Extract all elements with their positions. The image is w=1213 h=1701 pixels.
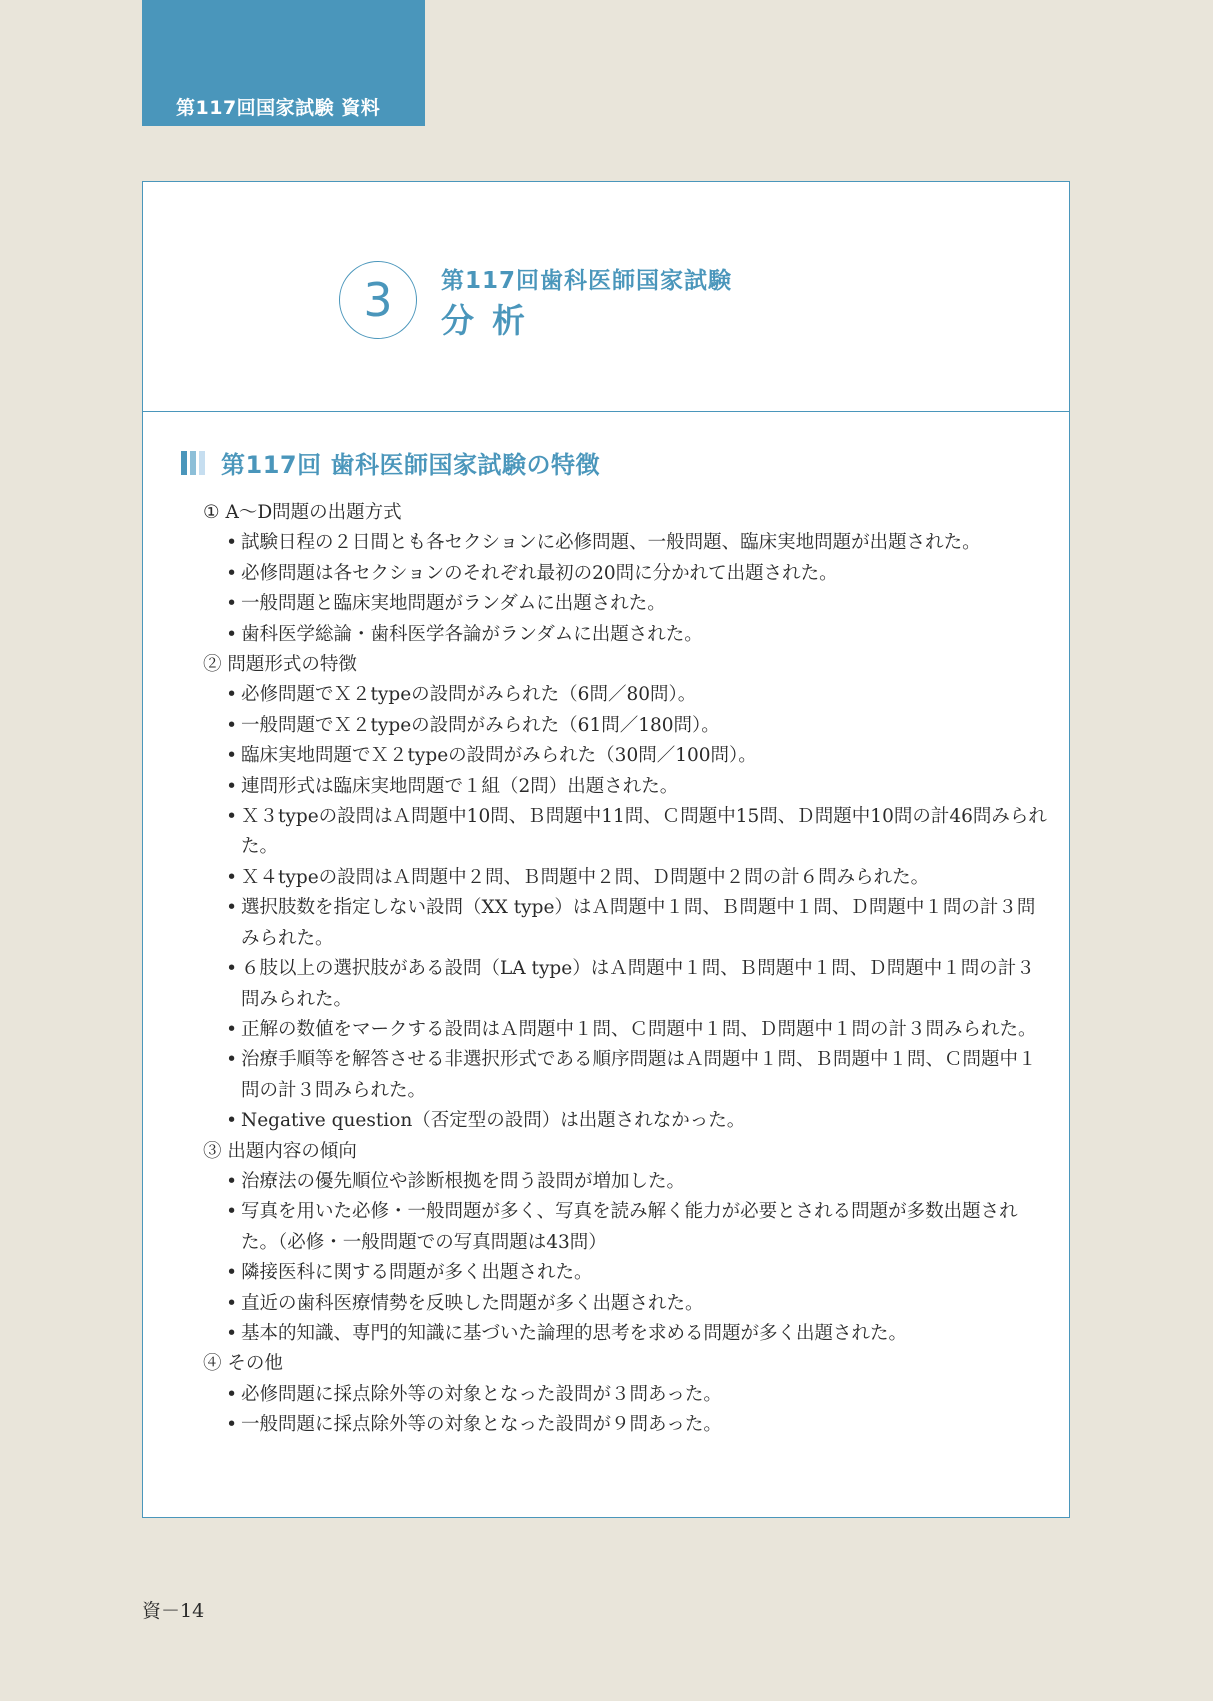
feature-list: [203, 498, 1053, 1441]
list-item: • 必修問題は各セクションのそれぞれ最初の20問に分かれて出題された。: [203, 559, 1053, 589]
list-item: • 正解の数値をマークする設問はＡ問題中１問、Ｃ問題中１問、Ｄ問題中１問の計３問みられた。: [203, 1015, 1053, 1045]
list-item: • 治療手順等を解答させる非選択形式である順序問題はＡ問題中１問、Ｂ問題中１問、Ｃ問題中１問の計３問みられた。: [203, 1045, 1053, 1106]
header-label: 第117回国家試験 資料: [176, 97, 381, 119]
group-title: ③ 出題内容の傾向: [203, 1140, 357, 1162]
section-number-badge: 3: [339, 261, 417, 339]
page-number: 資－14: [142, 1600, 205, 1622]
list-item: • 一般問題に採点除外等の対象となった設問が９問あった。: [203, 1410, 1053, 1440]
heading-bars-icon: [181, 451, 205, 475]
title-area: [143, 182, 1069, 412]
list-item: • ６肢以上の選択肢がある設問（LA type）はＡ問題中１問、Ｂ問題中１問、Ｄ問題中１問の計３問みられた。: [203, 954, 1053, 1015]
list-item: • 治療法の優先順位や診断根拠を問う設問が増加した。: [203, 1167, 1053, 1197]
section-heading-text: 第117回 歯科医師国家試験の特徴: [221, 451, 600, 479]
list-item: • 一般問題でＸ２typeの設問がみられた（61問／180問）。: [203, 711, 1053, 741]
group-title: ① A～D問題の出題方式: [203, 502, 402, 523]
list-item: • 歯科医学総論・歯科医学各論がランダムに出題された。: [203, 620, 1053, 650]
list-item: • 連問形式は臨床実地問題で１組（2問）出題された。: [203, 772, 1053, 802]
list-item: • Ｘ３typeの設問はＡ問題中10問、Ｂ問題中11問、Ｃ問題中15問、Ｄ問題中10問の計46問みられた。: [203, 802, 1053, 863]
list-item: • 基本的知識、専門的知識に基づいた論理的思考を求める問題が多く出題された。: [203, 1319, 1053, 1349]
page-title: 第117回歯科医師国家試験: [441, 268, 733, 294]
list-item: • 臨床実地問題でＸ２typeの設問がみられた（30問／100問）。: [203, 741, 1053, 771]
list-item: • 試験日程の２日間とも各セクションに必修問題、一般問題、臨床実地問題が出題された。: [203, 528, 1053, 558]
list-item: • 写真を用いた必修・一般問題が多く、写真を読み解く能力が必要とされる問題が多数出題された。（必修・一般問題での写真問題は43問）: [203, 1197, 1053, 1258]
content-panel: [142, 181, 1070, 1518]
list-item: • 一般問題と臨床実地問題がランダムに出題された。: [203, 589, 1053, 619]
header-tab: [142, 0, 425, 126]
list-item: • 必修問題に採点除外等の対象となった設問が３問あった。: [203, 1380, 1053, 1410]
list-item: • Negative question（否定型の設問）は出題されなかった。: [203, 1106, 1053, 1136]
group-title: ④ その他: [203, 1353, 283, 1375]
list-item: • 直近の歯科医療情勢を反映した問題が多く出題された。: [203, 1289, 1053, 1319]
list-item: • 必修問題でＸ２typeの設問がみられた（6問／80問）。: [203, 680, 1053, 710]
list-item: • 選択肢数を指定しない設問（XX type）はＡ問題中１問、Ｂ問題中１問、Ｄ問題中１問の計３問みられた。: [203, 893, 1053, 954]
list-item: • Ｘ４typeの設問はＡ問題中２問、Ｂ問題中２問、Ｄ問題中２問の計６問みられた。: [203, 863, 1053, 893]
list-item: • 隣接医科に関する問題が多く出題された。: [203, 1258, 1053, 1288]
page-subtitle: 分析: [441, 301, 543, 340]
section-heading: [181, 445, 600, 480]
group-title: ② 問題形式の特徴: [203, 654, 357, 676]
